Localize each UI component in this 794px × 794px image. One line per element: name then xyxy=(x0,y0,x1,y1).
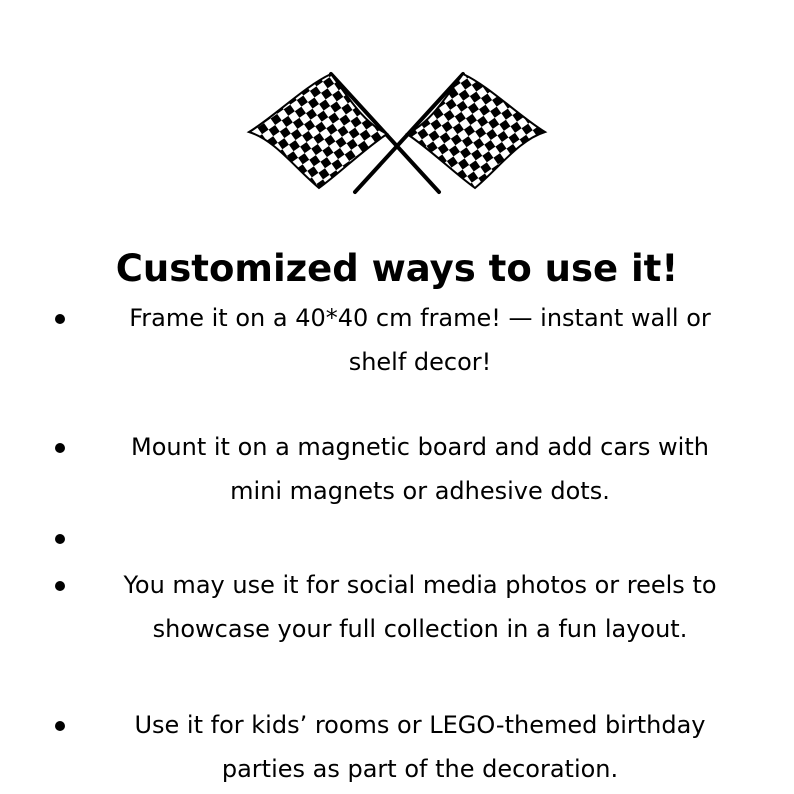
bullet-icon xyxy=(55,581,65,591)
item-line: Use it for kids’ rooms or LEGO-themed birthday xyxy=(134,711,706,739)
item-line: Frame it on a 40*40 cm frame! — instant wall or xyxy=(129,304,711,332)
item-line: parties as part of the decoration. xyxy=(221,755,619,783)
item-line: You may use it for social media photos or reels to xyxy=(123,571,717,599)
page-title: Customized ways to use it! xyxy=(115,247,679,290)
bullet-icon xyxy=(55,443,65,453)
item-line: mini magnets or adhesive dots. xyxy=(230,477,610,505)
bullet-icon xyxy=(55,534,65,544)
bullet-icon xyxy=(55,721,65,731)
list-item xyxy=(0,296,794,384)
checkered-racing-flags-icon xyxy=(245,68,549,196)
list-item xyxy=(0,703,794,791)
item-line: showcase your full collection in a fun layout. xyxy=(152,615,688,643)
item-line: Mount it on a magnetic board and add cars with xyxy=(131,433,709,461)
item-line: shelf decor! xyxy=(348,348,492,376)
list-item xyxy=(0,563,794,651)
bullet-icon xyxy=(55,314,65,324)
list-item xyxy=(0,425,794,513)
list-item xyxy=(0,516,794,560)
